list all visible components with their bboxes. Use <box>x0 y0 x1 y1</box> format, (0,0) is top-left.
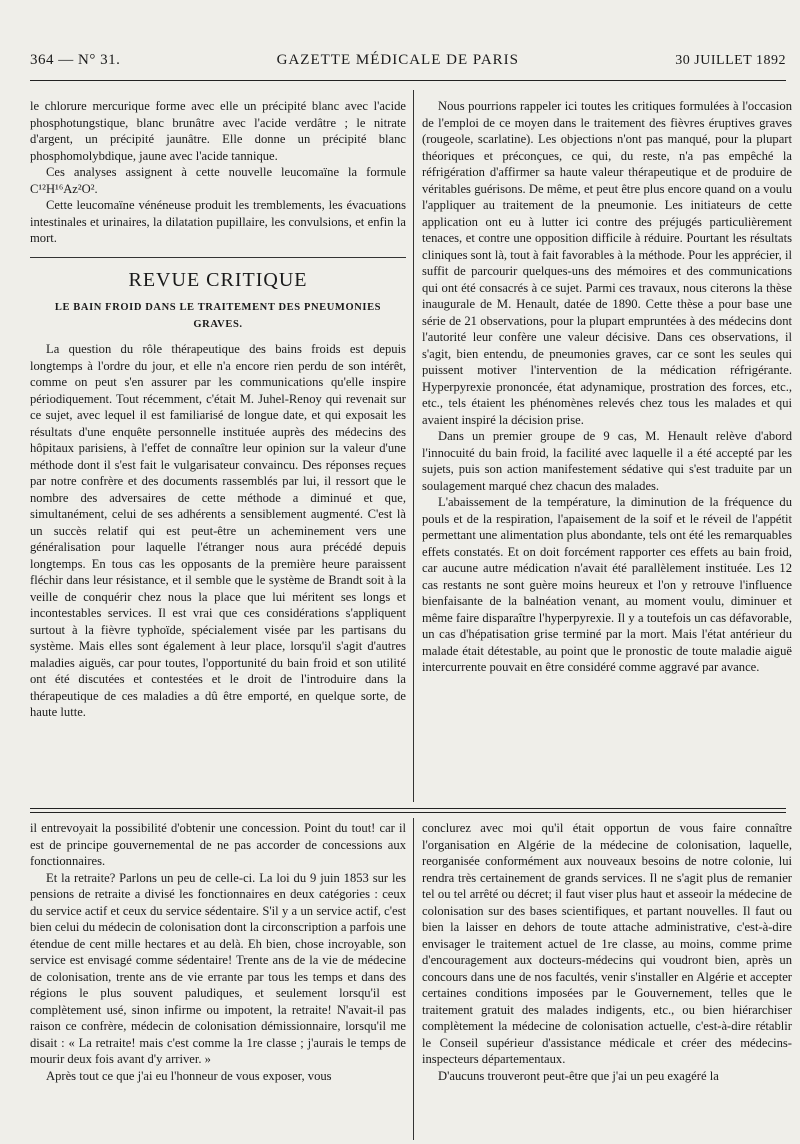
page-number: 364 — N° 31. <box>30 52 121 68</box>
column-divider-top <box>413 90 414 802</box>
paragraph: D'aucuns trouveront peut-être que j'ai un peu exagéré la <box>438 1068 719 1083</box>
column-right-bottom <box>422 820 792 1138</box>
paragraph: le chlorure mercurique forme avec elle un précipité blanc avec l'acide phosphotungstique, blanc brunâtre avec l'acide verdâtre ; le nitrate d'argent, un précipité jaunâtre. Elle donne un précipité blanc phosphomolybdique, jaune avec l'acide tannique. <box>30 99 406 163</box>
paragraph: Et la retraite? Parlons un peu de celle-ci. La loi du 9 juin 1853 sur les pensions de retraite a divisé les fonctionnaires en deux catégories : ceux du service actif et ceux du service sédentaire. S'il y a un service actif, c'est bien celui du médecin de colonisation dont la circonscription a parfois une étendue de cent mille hectares et au delà. Eh bien, chose incroyable, son service est envisagé comme sédentaire! Trente ans de la vie de médecine de colonisation, trente ans de vie errante par tous les temps et dans des régions le plus souvent paludiques, et seulement lorsqu'il est complètement usé, sinon infirme ou impotent, la retraite! N'avait-il pas raison ce confrère, médecin de colonisation démissionnaire, lorsqu'il me disait : « La retraite! mais c'est comme la 1re classe ; j'aurais le temps de mourir deux fois avant d'y arriver. » <box>30 870 406 1066</box>
paragraph: Dans un premier groupe de 9 cas, M. Henault relève d'abord l'innocuité du bain froid, la facilité avec laquelle il a été accepté par les sujets, puis son action manifestement sédative qui s'est traduite par un soulagement marqué chez chacun des malades. <box>422 429 792 493</box>
issue-date: 30 JUILLET 1892 <box>675 53 786 68</box>
paragraph: La question du rôle thérapeutique des bains froids est depuis longtemps à l'ordre du jour, et elle n'a encore rien perdu de son intérêt, comme on peut s'en assurer par les communications qu'elle inspire périodiquement. Tout récemment, c'était M. Juhel-Renoy qui revenait sur ce sujet, avec lequel il est familiarisé de longue date, et qui exposait les résultats d'une enquête personnelle instituée auprès des médecins des hôpitaux parisiens, à l'effet de connaître leur opinion sur la valeur d'une méthode dont il s'est fait le vulgarisateur convaincu. Des réponses reçues par notre confrère et des documents rassemblés par lui, il ressort que le nombre des adversaires de cette méthode a diminué et que, simultanément, celui de ses adhérents a sensiblement augmenté. C'est là un succès relatif qui est peut-être un acheminement vers une généralisation pour laquelle l'étranger nous aura précédé depuis longtemps. En tous cas les opposants de la première heure paraissent fléchir dans leur résistance, et il semble que le système de Brandt soit à la veille de conquérir chez nous la place que lui méritent ses longs et incontestables services. Il est vrai que ces considérations s'appliquent surtout à la fièvre typhoïde, spécialement visée par les partisans du système. Mais elles sont également à leur place, lorsqu'il s'agit d'autres maladies aiguës, car pour toutes, l'opportunité du bain froid et son utilité ont été discutées et contestées et le droit de l'introduire dans la thérapeutique de ces maladies a dû être emporté, en quelque sorte, de haute lutte. <box>30 342 406 719</box>
paragraph: il entrevoyait la possibilité d'obtenir une concession. Point du tout! car il est de principe gouvernemental de ne pas accorder de concessions aux fonctionnaires. <box>30 821 406 868</box>
paragraph: Nous pourrions rappeler ici toutes les critiques formulées à l'occasion de l'emploi de ce moyen dans le traitement des fièvres éruptives graves (rougeole, scarlatine). Les objections n'ont pas manqué, pour la plupart théoriques et préconçues, ce qui, du reste, n'a pas empêché la réfrigération d'affirmer sa haute valeur thérapeutique et de produire de véritables guérisons. De même, et peut être plus encore quand on a voulu l'appliquer au traitement de la pneumonie. Les initiateurs de cette application ont eu à lutter ici contre des préjugés particulièrement tenaces, et contre une opposition difficile à réduire. Pourtant les résultats cliniques sont là, tout à fait favorables à la méthode. Pour les apprécier, il suffit de parcourir quelques-uns des mémoires et des communications qui ont été consacrés à ce sujet. Parmi ces travaux, nous citerons la thèse inaugurale de M. Henault, datée de 1890. Cette thèse a pour base une série de 21 observations, pour la plupart empruntées à des médecins dont l'autorité leur confère une valeur décisive. Dans ces observations, il s'agit, bien entendu, de pneumonies graves, car ce sont les seules qui puissent motiver l'intervention de la médication réfrigérante. Hyperpyrexie prononcée, état adynamique, prostration des forces, etc., etc., tels étaient les phénomènes relevés chez tous les malades et qui avaient inspiré la décision prise. <box>422 99 792 427</box>
column-left-bottom <box>30 820 406 1138</box>
middle-rule-thin <box>30 812 786 813</box>
header-rule <box>30 80 786 81</box>
paragraph: Cette leucomaïne vénéneuse produit les tremblements, les évacuations intestinales et urinaires, la dilatation pupillaire, les convulsions, et enfin la mort. <box>30 198 406 245</box>
page-header <box>30 52 786 76</box>
paragraph: Ces analyses assignent à cette nouvelle leucomaïne la formule C¹²H¹⁶Az²O². <box>30 165 406 196</box>
column-right-top <box>422 98 792 810</box>
journal-title: GAZETTE MÉDICALE DE PARIS <box>276 52 519 68</box>
section-subtitle: LE BAIN FROID DANS LE TRAITEMENT DES PNEUMONIES GRAVES. <box>54 302 382 330</box>
paragraph: L'abaissement de la température, la diminution de la fréquence du pouls et de la respiration, l'apaisement de la soif et le réveil de l'appétit permettant une alimentation plus abondante, tels ont été les remarquables effets constatés. Et on doit forcément rapporter ces effets au bain froid, car aucune autre médication n'avait été parallèlement instituée. Les 12 cas restants ne sont guère moins heureux et l'on y retrouve l'influence bienfaisante de la balnéation venant, au moment voulu, diminuer et même faire disparaître l'hyperpyrexie. Il y a toutefois un cas défavorable, un cas d'hépatisation grise terminé par la mort. Mais l'état antérieur du malade était détestable, au point que le pronostic de toute maladie aiguë intercurrente pouvait en être considéré comme aggravé par avance. <box>422 495 792 674</box>
paragraph: Après tout ce que j'ai eu l'honneur de vous exposer, vous <box>46 1068 332 1083</box>
section-rule <box>30 257 406 258</box>
middle-rule <box>30 808 786 809</box>
section-title: REVUE CRITIQUE <box>128 268 308 291</box>
paragraph: conclurez avec moi qu'il était opportun de vous faire connaître l'organisation en Algérie de la médecine de colonisation, laquelle, reorganisée conformément aux nouveaux besoins de notre colonie, lui rendra très certainement de grands services. Il ne s'agit plus de remanier tel ou tel arrêté ou décret; il faut viser plus haut et asseoir la médecine de colonisation sur des bases scientifiques, et partant nouvelles. Il faut ou bien la laisser en dehors de toute attache administrative, c'est-à-dire envisager le traitement actuel de 1re classe, au moins, comme prime d'encouragement aux docteurs-médecins qui voudront bien, après un concours dans une de nos facultés, venir s'installer en Algérie et accepter certaines conditions imposées par le Gouvernement, telles que le traitement gratuit des malades indigents, etc., ou bien hiérarchiser complètement la médecine de colonisation actuelle, c'est-à-dire rétablir le Conseil supérieur d'assistance médicale et créer des médecins-inspecteurs départementaux. <box>422 821 792 1066</box>
column-left-top <box>30 98 406 810</box>
column-divider-bottom <box>413 818 414 1140</box>
